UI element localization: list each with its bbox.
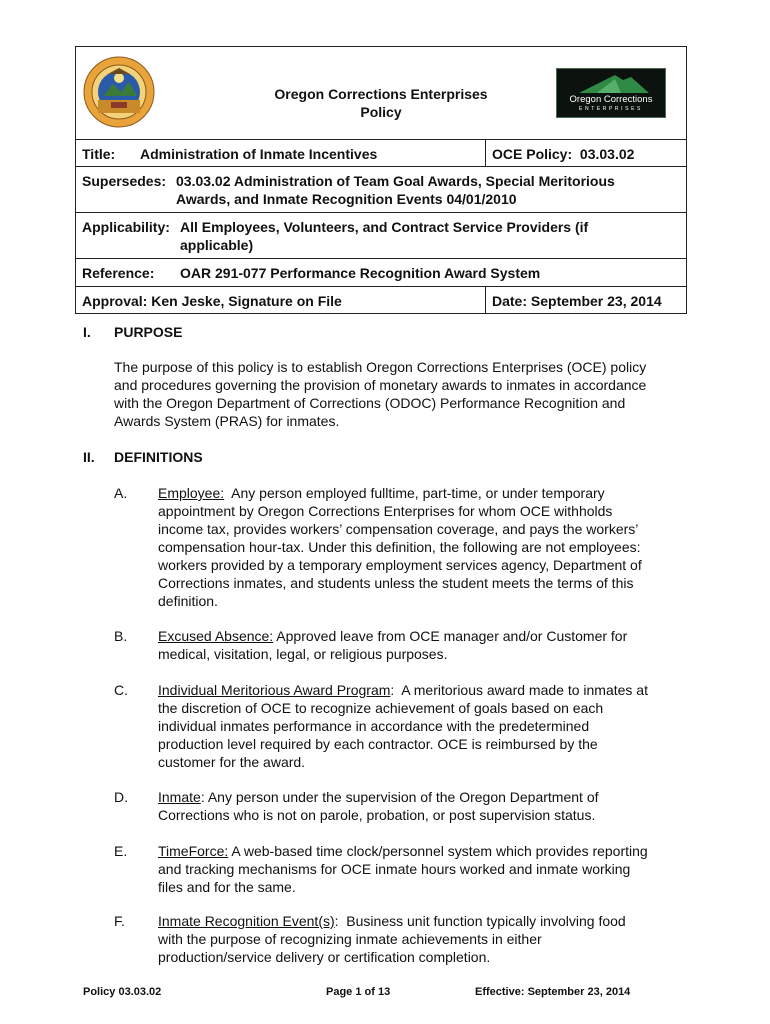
definition-line: customer for the award. [158,754,306,770]
definition-line: Corrections inmates, and students unless the student meets the terms of this [158,575,634,591]
definition-term: Individual Meritorious Award Program [158,682,391,698]
definition-first-line: : Any person under the supervision of the Oregon Department of [200,789,599,805]
definition-letter: C. [114,682,128,698]
definition-line: individual inmates performance in accordance with the predetermined [158,718,590,734]
definition-term: Employee: [158,485,225,501]
definition-recognition-event [158,912,694,966]
reference-value: OAR 291-077 Performance Recognition Award System [180,265,541,281]
definition-term: Excused Absence: [158,628,274,644]
logo-name: Oregon Corrections [569,94,653,105]
purpose-line: Awards System (PRAS) for inmates. [114,413,340,429]
purpose-line: The purpose of this policy is to establish Oregon Corrections Enterprises (OCE) policy [114,359,647,375]
definition-employee [158,484,694,610]
approval-cell: Approval: Ken Jeske, Signature on File [76,287,486,313]
applicability-line-1: All Employees, Volunteers, and Contract Service Providers (if [180,219,589,235]
date-cell: Date: September 23, 2014 [492,293,662,309]
definition-line: and tracking mechanisms for OCE inmate hours worked and inmate working [158,861,631,877]
definition-line: medical, visitation, legal, or religious purposes. [158,646,448,662]
definition-excused-absence [158,627,694,663]
applicability-label: Applicability: [82,219,170,235]
org-title: Oregon Corrections Enterprises [274,86,488,102]
definition-first-line: A web-based time clock/personnel system which provides reporting [228,843,648,859]
definition-first-line: : A meritorious award made to inmates at [390,682,648,698]
reference-row [76,259,686,287]
section-number-definitions: II. [83,449,95,465]
definition-first-line: : Business unit function typically involving food [334,913,626,929]
supersedes-row [76,167,686,213]
definition-term: Inmate [158,789,201,805]
definition-line: Corrections who is not on parole, probation, or post supervision status. [158,807,596,823]
definition-inmate [158,788,694,824]
supersedes-line-2: Awards, and Inmate Recognition Events 04/01/2010 [176,191,517,207]
definition-letter: B. [114,628,128,644]
purpose-line: and procedures governing the provision of monetary awards to inmates in accordance [114,377,647,393]
logo-subtitle: ENTERPRISES [579,106,643,112]
doc-type: Policy [360,104,402,120]
mountain-logo-icon [557,69,665,95]
applicability-row [76,213,686,259]
definition-first-line: Approved leave from OCE manager and/or Customer for [273,628,628,644]
section-number-purpose: I. [83,324,91,340]
title-value: Administration of Inmate Incentives [140,146,378,162]
definition-term: Inmate Recognition Event(s) [158,913,335,929]
approval-row [76,287,686,313]
title-cell [76,140,486,166]
policy-value: 03.03.02 [579,146,635,162]
reference-label: Reference: [82,265,155,281]
definition-line: definition. [158,593,218,609]
policy-number-cell [486,140,686,166]
definition-meritorious-award [158,681,694,771]
definition-term: TimeForce: [158,843,229,859]
title-label: Title: [82,146,116,162]
supersedes-label: Supersedes: [82,173,167,189]
section-title-purpose: PURPOSE [114,324,183,340]
definition-line: appointment by Oregon Corrections Enterprises for whom OCE withholds [158,503,613,519]
definition-letter: A. [114,485,128,501]
applicability-line-2: applicable) [180,237,254,253]
definition-line: workers provided by a temporary employment services agency, Department of [158,557,642,573]
definition-line: the discretion of OCE to recognize achievement of goals based on each [158,700,604,716]
supersedes-line-1: 03.03.02 Administration of Team Goal Awards, Special Meritorious [176,173,615,189]
definition-line: with the purpose of recognizing inmate achievements in either [158,931,542,947]
definition-letter: E. [114,843,128,859]
footer-effective-date: Effective: September 23, 2014 [475,986,631,998]
definition-line: production/service delivery or certification completion. [158,949,491,965]
title-row [76,140,686,167]
oce-logo [556,68,666,118]
definition-timeforce [158,842,694,896]
footer-page-number: Page 1 of 13 [326,986,391,998]
definition-line: production level required by each contractor. OCE is reimbursed by the [158,736,598,752]
header-top-row [76,47,686,140]
purpose-paragraph [114,358,694,430]
section-title-definitions: DEFINITIONS [114,449,203,465]
definition-first-line: Any person employed fulltime, part-time, or under temporary [224,485,605,501]
purpose-line: with the Oregon Department of Corrections (ODOC) Performance Recognition and [114,395,626,411]
definition-line: compensation hour-tax. Under this definition, the following are not employees: [158,539,641,555]
policy-label: OCE Policy: [492,146,573,162]
definition-line: income tax, provides workers’ compensation coverage, and pays the workers’ [158,521,639,537]
footer-policy: Policy 03.03.02 [83,986,162,998]
definition-letter: F. [114,913,125,929]
definition-line: files and for the same. [158,879,296,895]
definition-letter: D. [114,789,128,805]
policy-header-table [75,46,687,314]
